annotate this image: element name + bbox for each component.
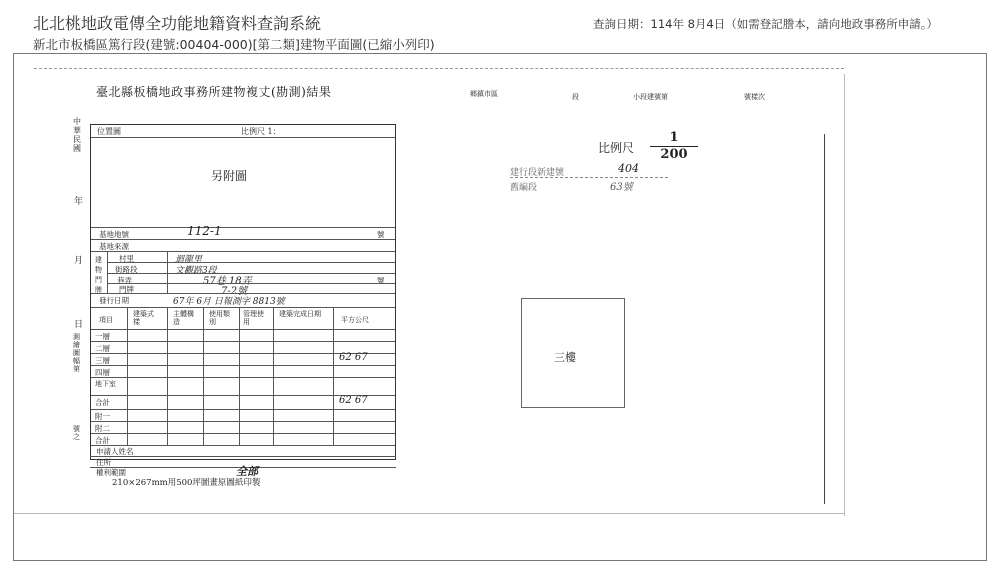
- margin-no: 號之: [73, 425, 80, 441]
- col-structure: 主體構造: [173, 310, 194, 326]
- margin-year-label: 中華民國: [73, 117, 81, 153]
- col-style: 建築式樣: [133, 310, 154, 326]
- form-rule: [239, 307, 240, 445]
- floor-basement: 地下室: [95, 380, 116, 388]
- floor-4: 四層: [95, 368, 110, 377]
- location-map-label: 位置圖: [97, 127, 121, 136]
- margin-sheet: 測繪圖幅第: [73, 333, 80, 373]
- form-rule: [273, 307, 274, 445]
- attached-drawing: 另附圖: [211, 169, 248, 183]
- building-label: 建物門牌: [95, 256, 102, 294]
- print-note: 210×267mm用500坪圖畫原圖紙印製: [112, 478, 261, 488]
- plan-scale: [646, 131, 702, 162]
- form-rule: [127, 307, 128, 445]
- col-item: 項目: [99, 316, 113, 324]
- form-rule: [333, 307, 334, 445]
- district-label: 鄉鎮市區: [470, 90, 498, 98]
- road-label: 街路段: [115, 265, 138, 274]
- col-date: 建築完成日期: [279, 310, 321, 318]
- scan-right-line: [824, 134, 825, 504]
- form-rule: [107, 251, 108, 293]
- road-value: 文觀路3段: [175, 266, 217, 276]
- land-no-suffix: 號: [377, 230, 385, 239]
- plan-scale-prefix: 比例尺: [598, 141, 635, 155]
- scan-top-line: [34, 68, 844, 69]
- form-rule: [91, 433, 395, 434]
- form-rule: [91, 137, 395, 138]
- form-rule: [510, 177, 668, 178]
- new-number-value: 404: [618, 162, 639, 175]
- form-rule: [90, 456, 396, 457]
- floor-1: 一層: [95, 332, 110, 341]
- rights-label: 權利範圍: [96, 468, 126, 477]
- floor-3: 三層: [95, 356, 110, 365]
- scale-label: 比例尺 1：: [241, 127, 281, 136]
- form-rule: [167, 307, 168, 445]
- land-no-value: 112-1: [187, 224, 222, 238]
- margin-month: 月: [74, 256, 84, 266]
- floor-plan-room: [521, 298, 625, 408]
- sample-label: 號樣次: [744, 93, 765, 101]
- form-rule: [91, 409, 395, 410]
- scale-numerator: 1: [669, 130, 679, 145]
- land-no-label: 基地地號: [99, 230, 129, 239]
- form-rule: [91, 421, 395, 422]
- form-rule: [91, 307, 395, 308]
- lane-suffix: 號: [377, 276, 385, 285]
- annex-1: 附一: [95, 412, 110, 421]
- col-area: 平方公尺: [341, 316, 369, 324]
- lane-value: 57巷 18弄: [203, 276, 252, 287]
- floor-3-area: 62 67: [339, 352, 368, 363]
- total-area: 62 67: [339, 395, 368, 406]
- village-label: 村里: [119, 254, 134, 263]
- form-rule: [203, 307, 204, 445]
- form-title: 臺北縣板橋地政事務所建物複丈(勘測)結果: [96, 85, 332, 99]
- annex-2: 附二: [95, 424, 110, 433]
- form-rule: [167, 251, 168, 293]
- margin-day: 日: [74, 320, 84, 330]
- scan-outer-right-line: [844, 74, 845, 516]
- subsection-label: 小段建號第: [633, 93, 668, 101]
- room-label: 三樓: [554, 351, 576, 364]
- survey-form: [90, 124, 396, 460]
- margin-year: 年: [74, 197, 84, 207]
- col-mgmt: 管理使用: [243, 310, 264, 326]
- form-rule: [91, 251, 395, 252]
- page-subtitle: 新北市板橋區篤行段(建號:00404-000)[第二類]建物平面圖(已縮小列印): [33, 37, 435, 52]
- page-title: 北北桃地政電傳全功能地籍資料查詢系統: [33, 14, 322, 33]
- permit-label: 發行日期: [99, 296, 129, 305]
- old-number-label: 舊編段: [510, 183, 538, 193]
- form-rule: [107, 283, 395, 284]
- village-value: 迴龍里: [175, 255, 203, 265]
- annex-total: 合計: [95, 436, 110, 445]
- section-label: 段: [572, 93, 579, 101]
- query-date: 查詢日期：114年 8月4日（如需登記謄本，請向地政事務所申請。）: [593, 17, 938, 31]
- form-rule: [91, 365, 395, 366]
- floor-2: 二層: [95, 344, 110, 353]
- door-label: 門牌: [119, 285, 134, 294]
- floor-total: 合計: [95, 398, 110, 407]
- permit-value: 67年 6月 日報測字 8813號: [173, 297, 285, 307]
- form-rule: [91, 445, 395, 446]
- old-number-value: 63號: [610, 182, 633, 193]
- new-number-label: 建行段新建號: [510, 168, 565, 178]
- door-value: 7-2號: [221, 286, 248, 297]
- form-rule: [91, 377, 395, 378]
- applicant-label: 申請人姓名: [96, 447, 134, 456]
- lane-label: 巷弄: [117, 276, 132, 285]
- form-rule: [91, 329, 395, 330]
- form-rule: [91, 341, 395, 342]
- form-rule: [91, 227, 395, 228]
- rights-stamp: 全部: [236, 465, 258, 478]
- form-rule: [91, 239, 395, 240]
- form-rule: [107, 262, 395, 263]
- scale-denominator: 200: [660, 147, 688, 162]
- col-use: 使用類別: [209, 310, 230, 326]
- scan-bottom-line: [14, 513, 844, 514]
- land-source: 基地來源: [99, 242, 129, 251]
- address-label: 住所: [96, 458, 111, 467]
